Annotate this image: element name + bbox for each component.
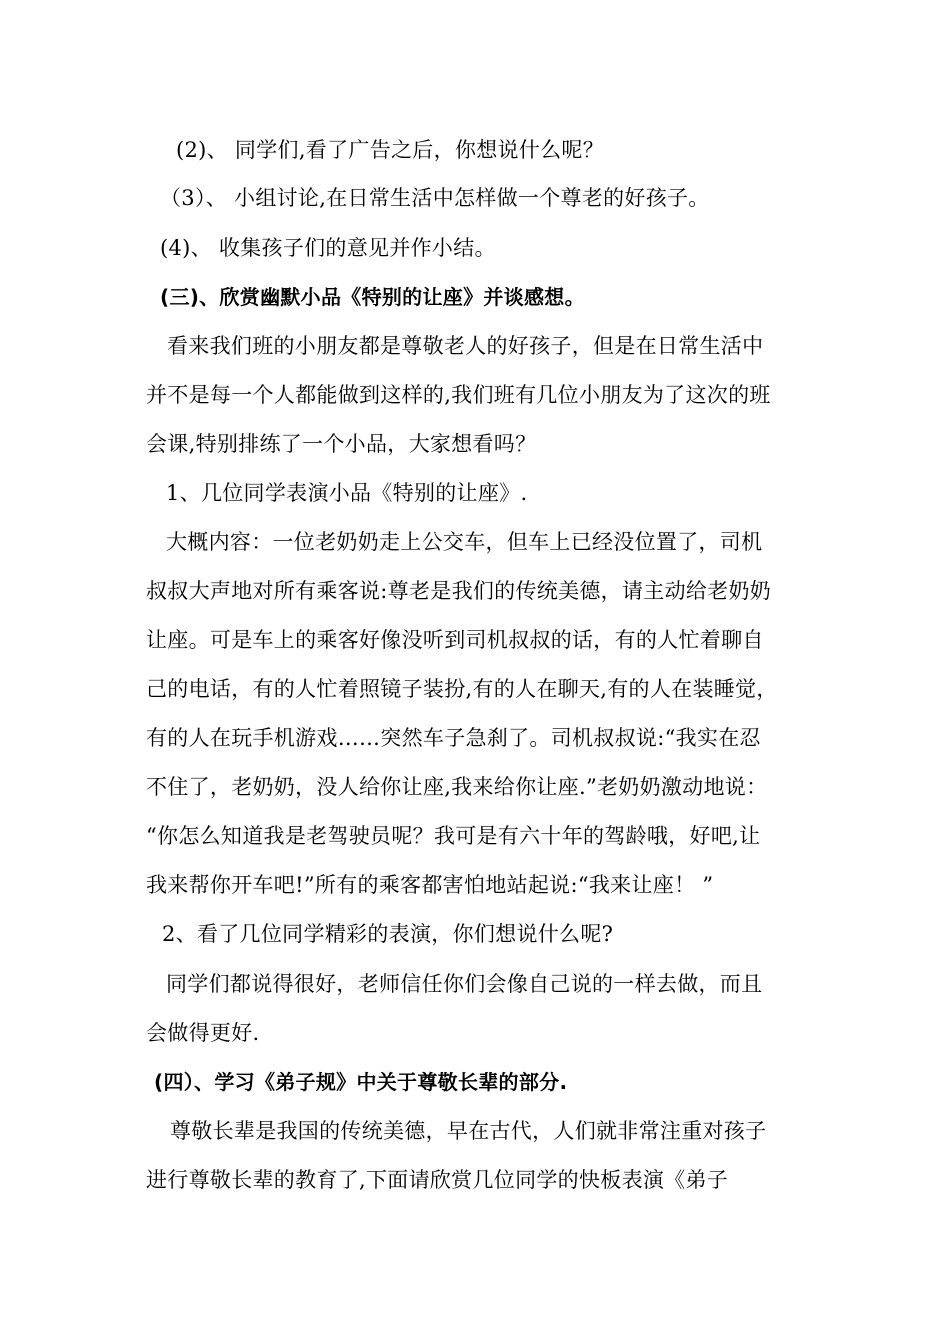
paragraph-line: 不住了，老奶奶，没人给你让座,我来给你让座.”老奶奶激动地说：	[146, 775, 768, 799]
paragraph-line: 看来我们班的小朋友都是尊敬老人的好孩子，但是在日常生活中	[167, 334, 764, 358]
paragraph-line: 叔叔大声地对所有乘客说:尊老是我们的传统美德，请主动给老奶奶	[146, 579, 772, 603]
paragraph-line: 有的人在玩手机游戏……突然车子急刹了。司机叔叔说:“我实在忍	[146, 726, 761, 750]
paragraph-line: 己的电话，有的人忙着照镜子装扮,有的人在聊天,有的人在装睡觉，	[146, 677, 778, 701]
paragraph-line: 1、几位同学表演小品《特别的让座》.	[166, 481, 528, 505]
paragraph-line: 让座。可是车上的乘客好像没听到司机叔叔的话，有的人忙着聊自	[146, 628, 764, 652]
paragraph-line: (2)、 同学们,看了广告之后，你想说什么呢？	[176, 138, 604, 162]
section-heading: (三)、欣赏幽默小品《特别的让座》并谈感想。	[160, 285, 585, 309]
paragraph-line: “你怎么知道我是老驾驶员呢？我可是有六十年的驾龄哦，好吧,让	[146, 824, 761, 848]
paragraph-line: 进行尊敬长辈的教育了,下面请欣赏几位同学的快板表演《弟子	[146, 1168, 729, 1192]
paragraph-line: （3）、 小组讨论,在日常生活中怎样做一个尊老的好孩子。	[160, 186, 710, 210]
paragraph-line: 并不是每一个人都能做到这样的,我们班有几位小朋友为了这次的班	[146, 383, 771, 407]
paragraph-line: 大概内容：一位老奶奶走上公交车，但车上已经没位置了，司机	[166, 530, 763, 554]
paragraph-line: 我来帮你开车吧!”所有的乘客都害怕地站起说:“我来让座！ ”	[146, 873, 714, 897]
paragraph-line: (4)、 收集孩子们的意见并作小结。	[160, 236, 496, 260]
paragraph-line: 同学们都说得很好，老师信任你们会像自己说的一样去做，而且	[166, 972, 763, 996]
paragraph-line: 2、看了几位同学精彩的表演，你们想说什么呢?	[162, 922, 614, 946]
section-heading: (四）、学习《弟子规》中关于尊敬长辈的部分.	[154, 1070, 568, 1094]
paragraph-line: 会课,特别排练了一个小品，大家想看吗？	[146, 432, 537, 456]
paragraph-line: 尊敬长辈是我国的传统美德，早在古代，人们就非常注重对孩子	[170, 1119, 767, 1143]
paragraph-line: 会做得更好.	[146, 1021, 260, 1045]
